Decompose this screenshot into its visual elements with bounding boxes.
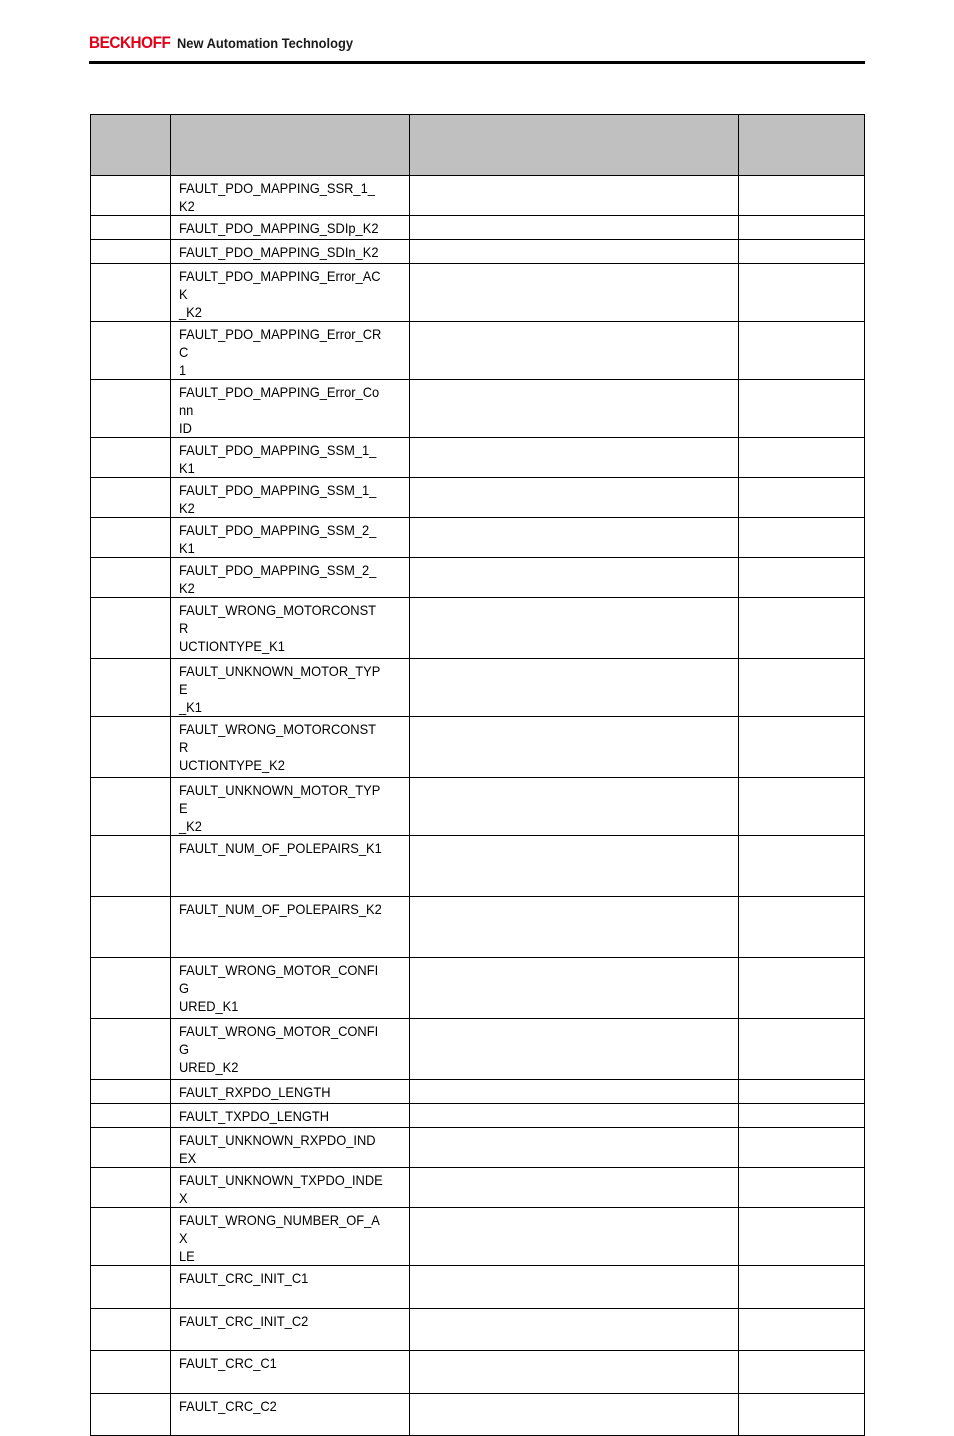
table-row: [91, 1019, 865, 1080]
page-header: [89, 32, 865, 62]
empty-cell: [739, 1394, 865, 1436]
fault-name-cell: [171, 478, 410, 518]
empty-cell: [739, 1351, 865, 1394]
fault-name: FAULT_WRONG_MOTOR_CONFIG URED_K1: [179, 962, 379, 1014]
fault-name: FAULT_NUM_OF_POLEPAIRS_K1: [179, 840, 382, 856]
fault-name-cell: [171, 438, 410, 478]
table-row: [91, 264, 865, 322]
table-row: [91, 1309, 865, 1351]
empty-cell: [739, 958, 865, 1019]
empty-cell: [91, 1266, 171, 1309]
empty-cell: [739, 1208, 865, 1266]
fault-name-cell: [171, 1168, 410, 1208]
empty-cell: [410, 897, 739, 958]
fault-name: FAULT_PDO_MAPPING_SDIp_K2: [179, 220, 379, 236]
empty-cell: [410, 240, 739, 264]
empty-cell: [91, 659, 171, 717]
empty-cell: [739, 518, 865, 558]
fault-name: FAULT_TXPDO_LENGTH: [179, 1108, 330, 1124]
fault-name-cell: [171, 958, 410, 1019]
empty-cell: [410, 216, 739, 240]
empty-cell: [739, 380, 865, 438]
empty-cell: [739, 659, 865, 717]
empty-cell: [410, 778, 739, 836]
fault-name-cell: [171, 1080, 410, 1104]
fault-name: FAULT_PDO_MAPPING_Error_CRC 1: [179, 326, 382, 378]
fault-name: FAULT_PDO_MAPPING_SSM_1_K2: [179, 482, 377, 516]
empty-cell: [410, 1309, 739, 1351]
empty-cell: [739, 1128, 865, 1168]
header-cell: [410, 115, 739, 176]
fault-name-cell: [171, 598, 410, 659]
fault-name: FAULT_PDO_MAPPING_SSM_1_K1: [179, 442, 377, 476]
empty-cell: [739, 1266, 865, 1309]
empty-cell: [410, 1080, 739, 1104]
table-row: [91, 240, 865, 264]
empty-cell: [91, 1080, 171, 1104]
table-row: [91, 380, 865, 438]
fault-name-cell: [171, 380, 410, 438]
empty-cell: [91, 478, 171, 518]
header-cell: [739, 115, 865, 176]
fault-name-cell: [171, 216, 410, 240]
fault-name-cell: [171, 1104, 410, 1128]
table-row: [91, 659, 865, 717]
empty-cell: [739, 478, 865, 518]
fault-name: FAULT_CRC_C1: [179, 1355, 277, 1371]
table-row: [91, 1266, 865, 1309]
empty-cell: [91, 958, 171, 1019]
fault-name: FAULT_WRONG_MOTOR_CONFIG URED_K2: [179, 1023, 379, 1075]
empty-cell: [410, 438, 739, 478]
empty-cell: [739, 438, 865, 478]
fault-name: FAULT_PDO_MAPPING_Error_ACK _K2: [179, 268, 381, 320]
fault-name-cell: [171, 717, 410, 778]
empty-cell: [739, 322, 865, 380]
empty-cell: [739, 717, 865, 778]
table-row: [91, 1104, 865, 1128]
empty-cell: [739, 558, 865, 598]
empty-cell: [410, 518, 739, 558]
fault-name-cell: [171, 264, 410, 322]
table-row: [91, 1394, 865, 1436]
empty-cell: [91, 176, 171, 216]
empty-cell: [91, 1208, 171, 1266]
fault-name: FAULT_UNKNOWN_MOTOR_TYPE _K2: [179, 782, 381, 834]
table-row: [91, 478, 865, 518]
empty-cell: [91, 598, 171, 659]
empty-cell: [739, 1019, 865, 1080]
empty-cell: [410, 478, 739, 518]
empty-cell: [91, 717, 171, 778]
empty-cell: [410, 836, 739, 897]
header-cell: [171, 115, 410, 176]
fault-name-cell: [171, 778, 410, 836]
fault-name-cell: [171, 1128, 410, 1168]
empty-cell: [410, 1394, 739, 1436]
table-row: [91, 1080, 865, 1104]
fault-name-cell: [171, 176, 410, 216]
table-row: [91, 558, 865, 598]
empty-cell: [739, 778, 865, 836]
header-cell: [91, 115, 171, 176]
fault-name: FAULT_PDO_MAPPING_SSM_2_K2: [179, 562, 377, 596]
empty-cell: [91, 1168, 171, 1208]
fault-name: FAULT_RXPDO_LENGTH: [179, 1084, 331, 1100]
fault-name: FAULT_NUM_OF_POLEPAIRS_K2: [179, 901, 382, 917]
empty-cell: [91, 897, 171, 958]
empty-cell: [91, 380, 171, 438]
empty-cell: [410, 558, 739, 598]
empty-cell: [91, 518, 171, 558]
table-row: [91, 958, 865, 1019]
empty-cell: [91, 1128, 171, 1168]
beckhoff-logo: BECKHOFF: [89, 33, 171, 52]
table-row: [91, 1168, 865, 1208]
table-row: [91, 438, 865, 478]
fault-name-cell: [171, 1266, 410, 1309]
empty-cell: [91, 264, 171, 322]
fault-name-cell: [171, 558, 410, 598]
table-row: [91, 176, 865, 216]
fault-name-cell: [171, 1351, 410, 1394]
empty-cell: [739, 1104, 865, 1128]
empty-cell: [410, 322, 739, 380]
fault-name: FAULT_WRONG_MOTORCONSTR UCTIONTYPE_K2: [179, 721, 377, 773]
empty-cell: [410, 1019, 739, 1080]
empty-cell: [739, 1168, 865, 1208]
empty-cell: [739, 897, 865, 958]
empty-cell: [91, 1104, 171, 1128]
fault-name: FAULT_WRONG_MOTORCONSTR UCTIONTYPE_K1: [179, 602, 377, 654]
empty-cell: [91, 322, 171, 380]
table-row: [91, 897, 865, 958]
fault-name-cell: [171, 897, 410, 958]
fault-name: FAULT_PDO_MAPPING_SDIn_K2: [179, 244, 379, 260]
empty-cell: [410, 598, 739, 659]
empty-cell: [739, 836, 865, 897]
empty-cell: [91, 558, 171, 598]
empty-cell: [739, 240, 865, 264]
table-row: [91, 518, 865, 558]
fault-name: FAULT_WRONG_NUMBER_OF_AX LE: [179, 1212, 380, 1264]
fault-name-cell: [171, 322, 410, 380]
fault-name-cell: [171, 240, 410, 264]
fault-name-cell: [171, 1394, 410, 1436]
table-row: [91, 836, 865, 897]
empty-cell: [91, 1019, 171, 1080]
empty-cell: [739, 1309, 865, 1351]
empty-cell: [410, 1351, 739, 1394]
table-row: [91, 1351, 865, 1394]
fault-name: FAULT_UNKNOWN_MOTOR_TYPE _K1: [179, 663, 381, 715]
empty-cell: [739, 264, 865, 322]
empty-cell: [410, 717, 739, 778]
fault-name-cell: [171, 1309, 410, 1351]
fault-name: FAULT_PDO_MAPPING_Error_Conn ID: [179, 384, 380, 436]
fault-name-cell: [171, 1019, 410, 1080]
empty-cell: [91, 216, 171, 240]
empty-cell: [410, 380, 739, 438]
fault-name: FAULT_PDO_MAPPING_SSR_1_K2: [179, 180, 375, 214]
table-header-row: [91, 115, 865, 176]
fault-name: FAULT_CRC_INIT_C2: [179, 1313, 309, 1329]
fault-table: [90, 114, 865, 1436]
empty-cell: [91, 1394, 171, 1436]
empty-cell: [91, 1309, 171, 1351]
empty-cell: [410, 1128, 739, 1168]
table-row: [91, 1208, 865, 1266]
fault-name: FAULT_UNKNOWN_TXPDO_INDEX: [179, 1172, 383, 1206]
empty-cell: [410, 1266, 739, 1309]
empty-cell: [410, 659, 739, 717]
fault-name: FAULT_CRC_INIT_C1: [179, 1270, 309, 1286]
empty-cell: [91, 438, 171, 478]
table-row: [91, 216, 865, 240]
table-row: [91, 778, 865, 836]
fault-name-cell: [171, 1208, 410, 1266]
fault-name-cell: [171, 518, 410, 558]
table-row: [91, 598, 865, 659]
empty-cell: [410, 1104, 739, 1128]
fault-name: FAULT_PDO_MAPPING_SSM_2_K1: [179, 522, 377, 556]
empty-cell: [91, 836, 171, 897]
empty-cell: [410, 958, 739, 1019]
table-row: [91, 322, 865, 380]
header-rule: [89, 61, 865, 64]
empty-cell: [410, 176, 739, 216]
empty-cell: [91, 240, 171, 264]
empty-cell: [739, 1080, 865, 1104]
fault-name: FAULT_CRC_C2: [179, 1398, 277, 1414]
empty-cell: [410, 1168, 739, 1208]
empty-cell: [91, 778, 171, 836]
empty-cell: [739, 176, 865, 216]
tagline: New Automation Technology: [177, 35, 354, 51]
fault-name: FAULT_UNKNOWN_RXPDO_INDEX: [179, 1132, 376, 1166]
empty-cell: [410, 1208, 739, 1266]
table-row: [91, 1128, 865, 1168]
empty-cell: [410, 264, 739, 322]
table-row: [91, 717, 865, 778]
fault-name-cell: [171, 836, 410, 897]
fault-name-cell: [171, 659, 410, 717]
empty-cell: [91, 1351, 171, 1394]
empty-cell: [739, 598, 865, 659]
empty-cell: [739, 216, 865, 240]
